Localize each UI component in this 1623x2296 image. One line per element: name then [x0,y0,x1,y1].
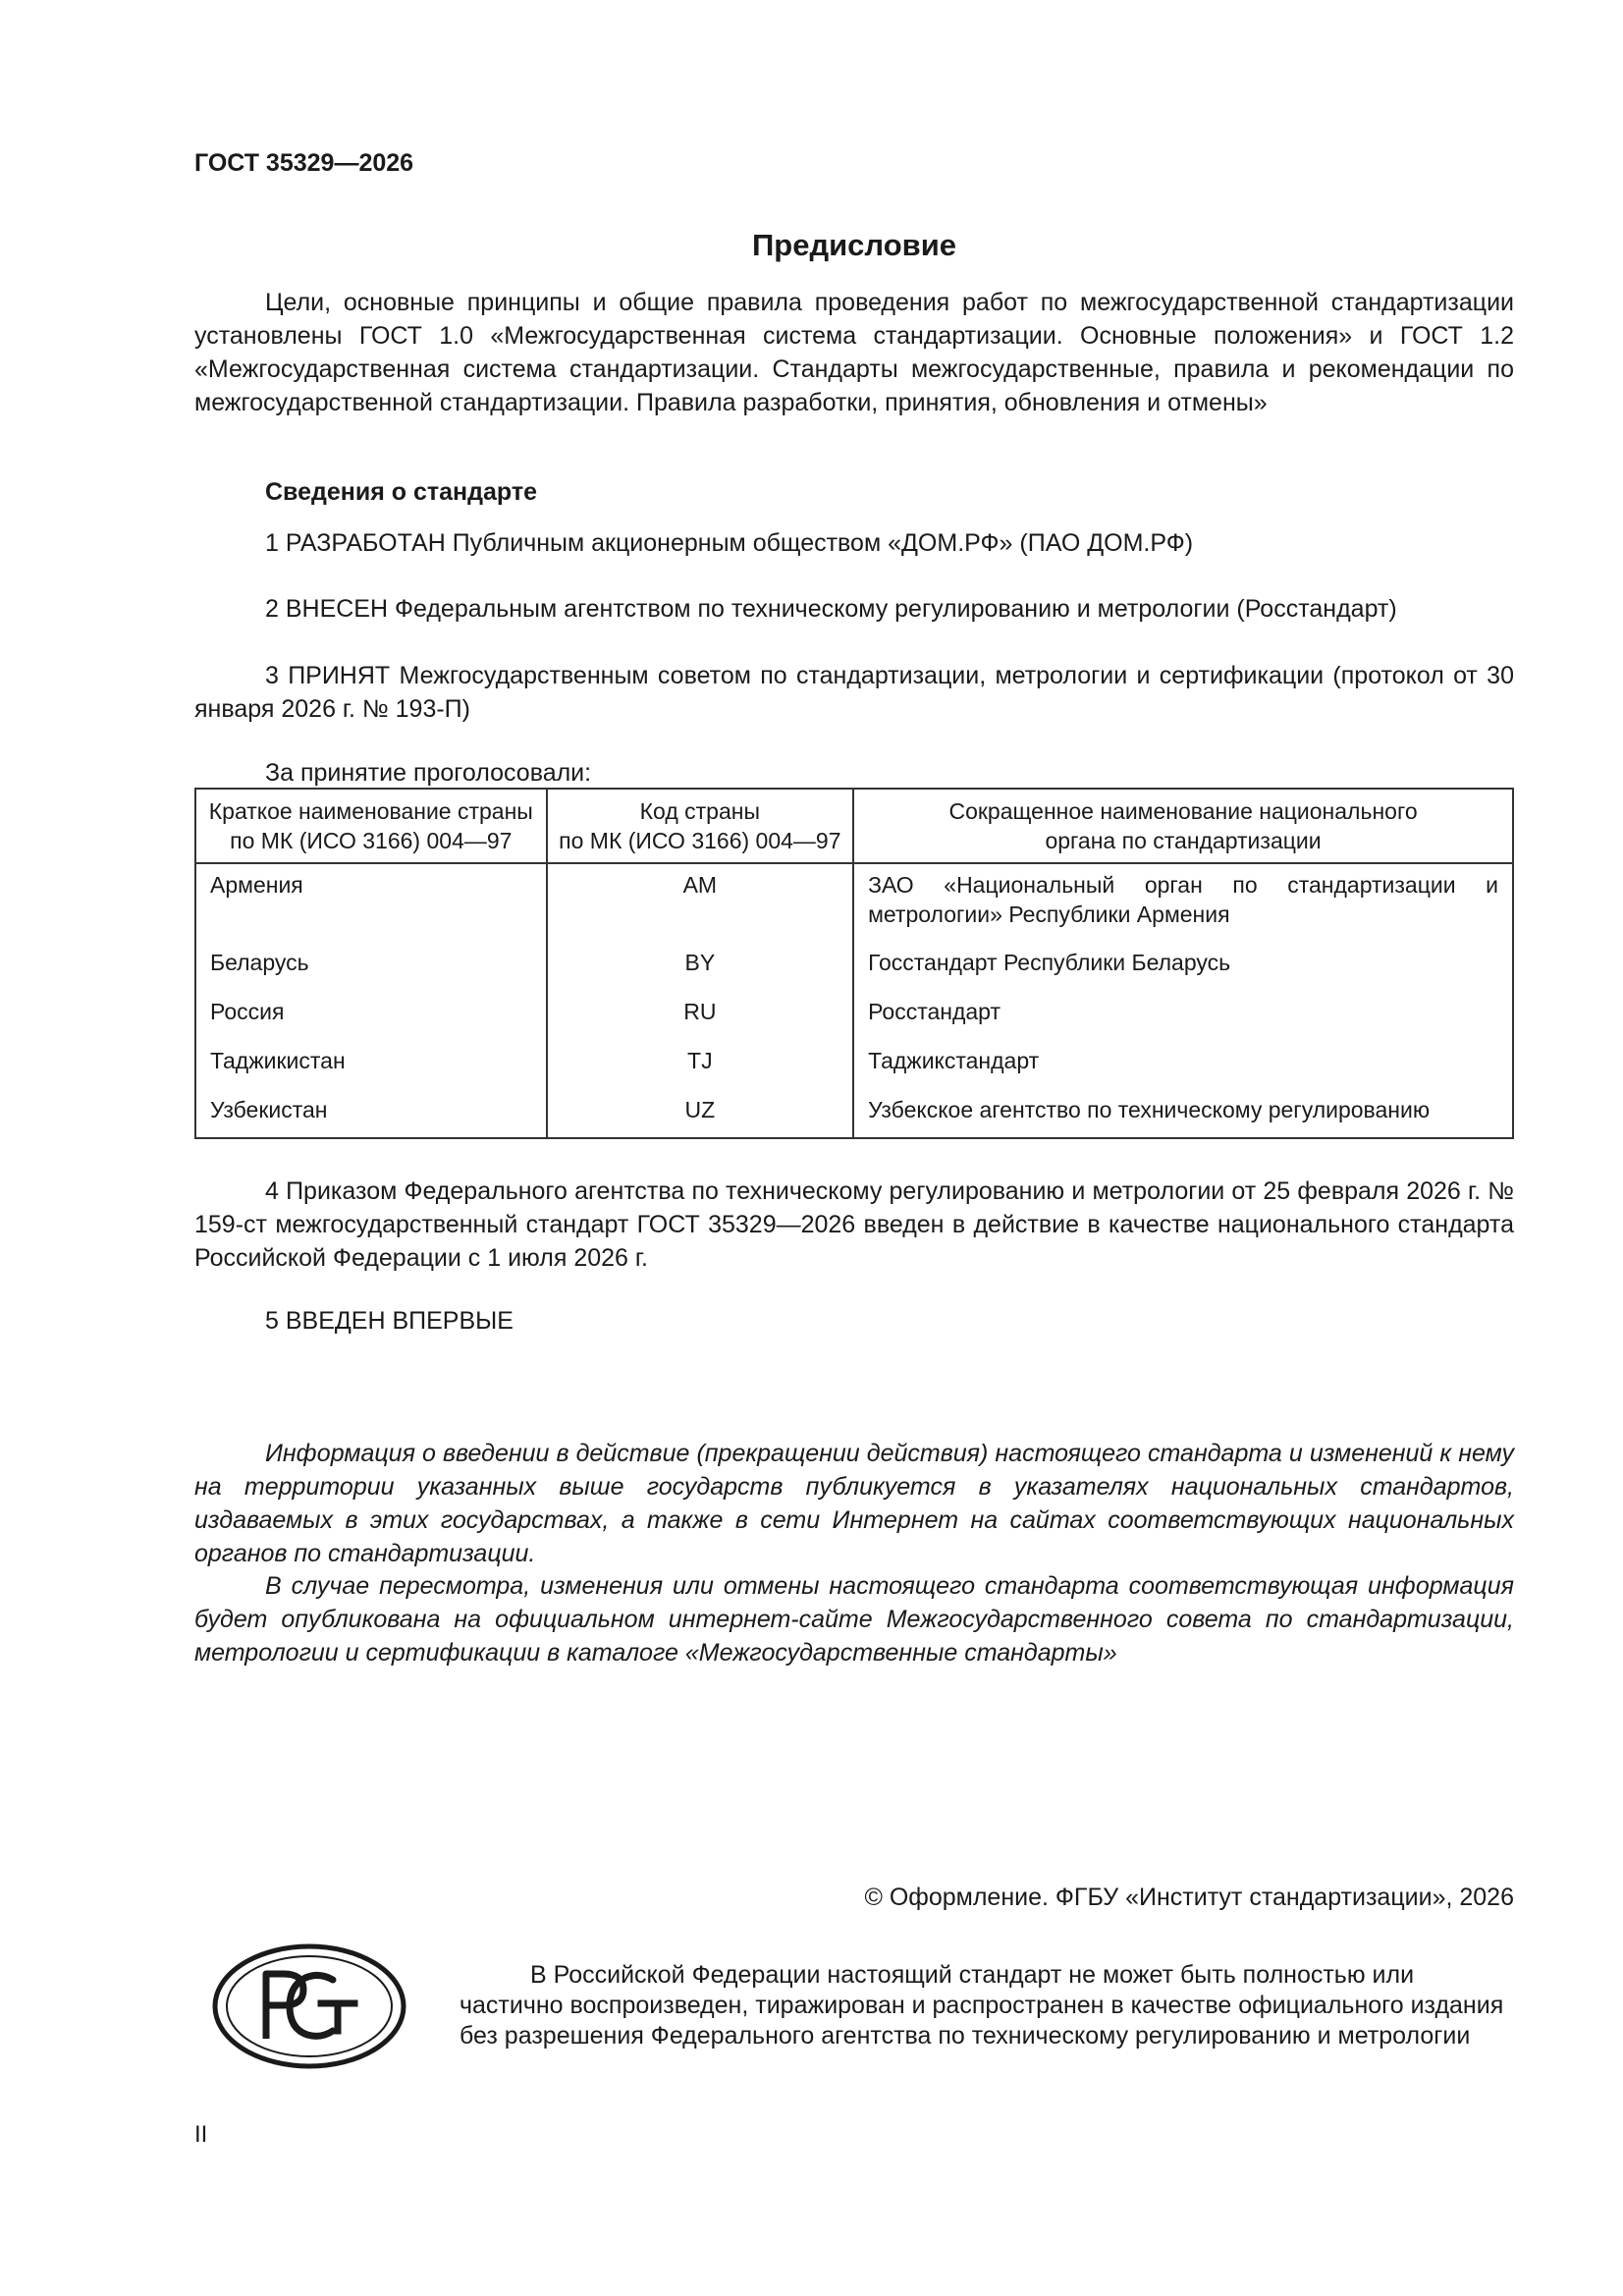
cell-country: Беларусь [195,942,547,991]
info-note-paragraph-2: В случае пересмотра, изменения или отмены настоящего стандарта соответствующая информация будет опубликована на официальном интернет-сайте Межгосударственного совета по стандартизации, метрологии и сертификации в каталоге «Межгосударственные стандарты» [194,1572,1514,1667]
info-heading: Сведения о стандарте [265,478,538,506]
cell-organization: Госстандарт Республики Беларусь [853,942,1513,991]
intro-paragraph: Цели, основные принципы и общие правила проведения работ по межгосударственной стандартизации установлены ГОСТ 1.0 «Межгосударственная система стандартизации. Основные положения» и ГОСТ 1.2 «Межгосударственная система стандартизации. Стандарты межгосударственные, правила и рекомендации по межгосударственной стандартизации. Правила разработки, принятия, обновления и отмены» [194,289,1514,416]
item-1-developed: 1 РАЗРАБОТАН Публичным акционерным обществом «ДОМ.РФ» (ПАО ДОМ.РФ) [265,529,1194,557]
table-row [195,1089,1513,1138]
table-header-row [195,789,1513,863]
cell-country: Узбекистан [195,1089,547,1138]
cell-code: AM [547,863,854,942]
cell-organization: Таджикстандарт [853,1040,1513,1089]
item-3-adopted: 3 ПРИНЯТ Межгосударственным советом по стандартизации, метрологии и сертификации (протокол от 30 января 2026 г. № 193-П) [194,662,1514,723]
table-row [195,991,1513,1040]
copyright-line: © Оформление. ФГБУ «Институт стандартизации», 2026 [864,1884,1514,1911]
table-row [195,863,1513,942]
item-5-first-introduced: 5 ВВЕДЕН ВПЕРВЫЕ [265,1307,514,1335]
cell-organization: Узбекское агентство по техническому регулированию [853,1089,1513,1138]
cell-country: Армения [195,863,547,942]
header-organization: Сокращенное наименование национального органа по стандартизации [853,789,1513,863]
table-row [195,942,1513,991]
page-title: Предисловие [751,228,956,262]
info-note-paragraph-1: Информация о введении в действие (прекращении действия) настоящего стандарта и изменений к нему на территории указанных выше государств публикуется в указателях национальных стандартов, издаваемых в этих государствах, а также в сети Интернет на сайтах соответствующих национальных органов по стандартизации. [194,1440,1514,1567]
cell-code: RU [547,991,854,1040]
cell-organization: ЗАО «Национальный орган по стандартизации и метрологии» Республики Армения [853,863,1513,942]
vote-label: За принятие проголосовали: [265,759,592,787]
cell-organization: Росстандарт [853,991,1513,1040]
cell-code: BY [547,942,854,991]
page-number: II [194,2121,208,2148]
document-code: ГОСТ 35329—2026 [194,149,414,177]
header-country: Краткое наименование страны по МК (ИСО 3166) 004—97 [195,789,547,863]
cell-code: TJ [547,1040,854,1089]
reproduction-notice: В Российской Федерации настоящий стандарт не может быть полностью или частично воспроизведен, тиражирован и распространен в качестве официального издания без разрешения Федерального агентства по техническому регулированию и метрологии [460,1961,1504,2050]
voting-table [194,788,1514,1139]
cell-country: Россия [195,991,547,1040]
header-code: Код страны по МК (ИСО 3166) 004—97 [547,789,854,863]
item-2-submitted: 2 ВНЕСЕН Федеральным агентством по техническому регулированию и метрологии (Росстандарт) [265,595,1397,623]
cell-code: UZ [547,1089,854,1138]
item-4-order: 4 Приказом Федерального агентства по техническому регулированию и метрологии от 25 февраля 2026 г. № 159-ст межгосударственный стандарт ГОСТ 35329—2026 введен в действие в качестве национального стандарта Российской Федерации с 1 июля 2026 г. [194,1177,1514,1272]
table-row [195,1040,1513,1089]
cell-country: Таджикистан [195,1040,547,1089]
pct-certification-mark-icon [211,1942,407,2070]
